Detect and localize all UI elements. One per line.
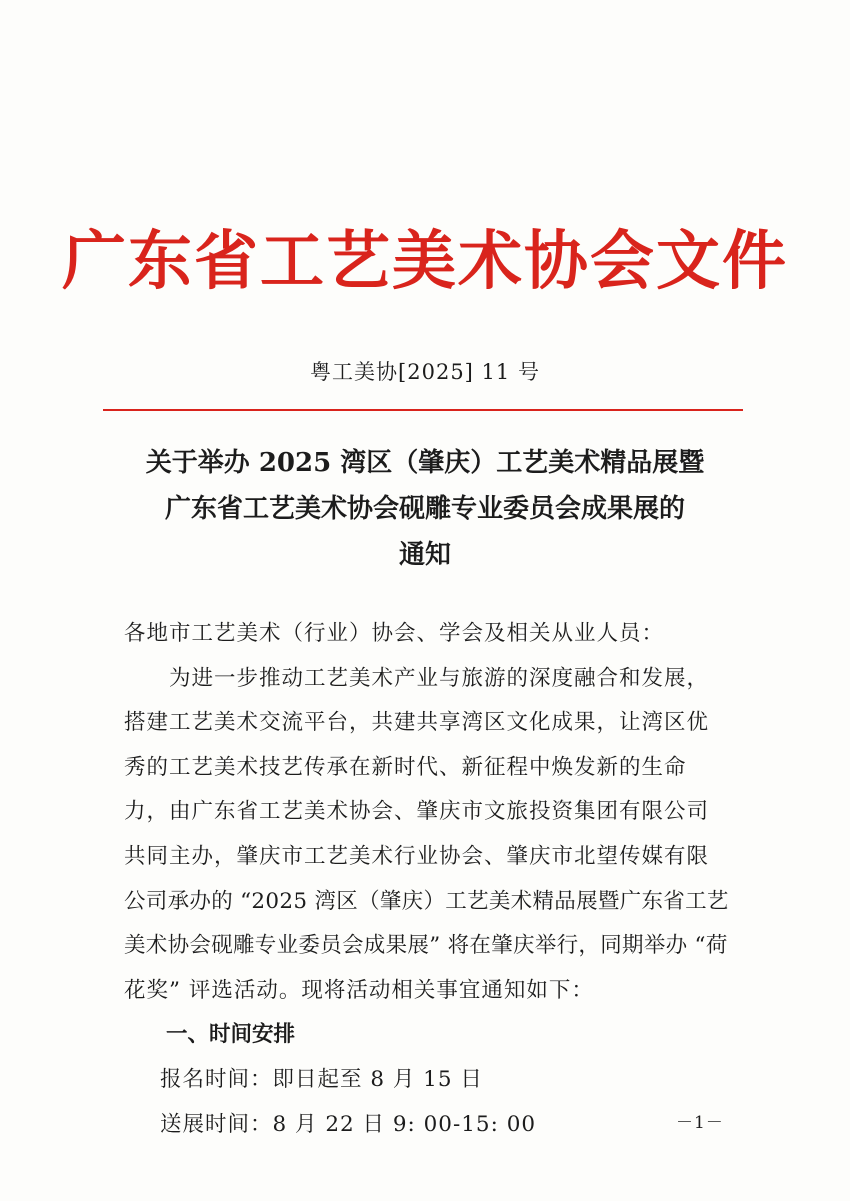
paragraph-line: 为进一步推动工艺美术产业与旅游的深度融合和发展，	[169, 665, 710, 691]
notice-title-line-1: 关于举办 2025 湾区（肇庆）工艺美术精品展暨	[145, 448, 705, 478]
document-number: 粤工美协[2025] 11 号	[310, 360, 540, 384]
issuing-authority-title: 广东省工艺美术协会文件	[62, 224, 788, 299]
paragraph-line: 秀的工艺美术技艺传承在新时代、新征程中焕发新的生命	[124, 754, 687, 780]
page-number: －1－	[676, 1113, 724, 1133]
red-divider-line	[103, 409, 743, 411]
section-heading-schedule: 一、时间安排	[166, 1022, 296, 1048]
salutation: 各地市工艺美术（行业）协会、学会及相关从业人员：	[124, 621, 665, 646]
notice-title-line-2: 广东省工艺美术协会砚雕专业委员会成果展的	[164, 494, 685, 524]
notice-title	[90, 440, 760, 578]
paragraph-line: 美术协会砚雕专业委员会成果展” 将在肇庆举行，同期举办 “荷	[124, 933, 728, 959]
paragraph-line: 共同主办，肇庆市工艺美术行业协会、肇庆市北望传媒有限	[124, 843, 710, 869]
notice-body	[124, 612, 734, 1147]
registration-time: 报名时间：即日起至 8 月 15 日	[160, 1066, 483, 1092]
notice-title-line-3: 通知	[398, 540, 451, 570]
paragraph-line: 搭建工艺美术交流平台，共建共享湾区文化成果，让湾区优	[124, 710, 710, 736]
paragraph-line: 花奖” 评选活动。现将活动相关事宜通知如下：	[124, 977, 594, 1003]
paragraph-line: 公司承办的 “2025 湾区（肇庆）工艺美术精品展暨广东省工艺	[124, 888, 729, 914]
delivery-time: 送展时间：8 月 22 日 9: 00-15: 00	[160, 1111, 537, 1137]
paragraph-line: 力，由广东省工艺美术协会、肇庆市文旅投资集团有限公司	[124, 799, 710, 825]
